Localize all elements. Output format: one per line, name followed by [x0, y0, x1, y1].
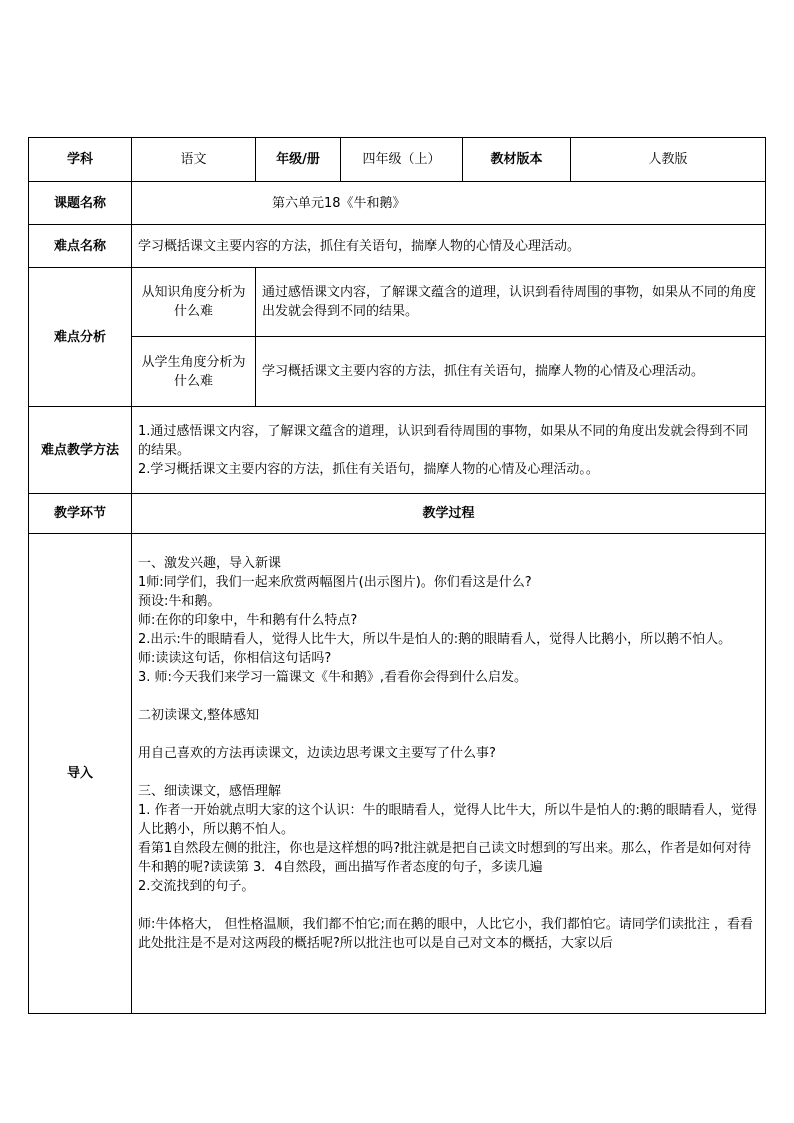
process-line: 1. 作者一开始就点明大家的这个认识：牛的眼睛看人，觉得人比牛大，所以牛是怕人的:鹅的眼睛看人，觉得人比鹅小，所以鹅不怕人。 [138, 803, 757, 837]
difficulty-analysis-label: 难点分析 [29, 268, 132, 407]
process-line: 师:在你的印象中，牛和鹅有什么特点? [138, 613, 358, 628]
blank-line [138, 725, 759, 744]
blank-line [138, 896, 759, 915]
student-angle-value: 学习概括课文主要内容的方法，抓住有关语句，揣摩人物的心情及心理活动。 [256, 337, 766, 407]
process-line: 2.交流找到的句子。 [138, 879, 255, 894]
difficulty-name-row [29, 225, 766, 268]
process-header: 教学过程 [132, 494, 766, 534]
analysis-student-row [29, 337, 766, 407]
process-line: 1师:同学们，我们一起来欣赏两幅图片(出示图片)。你们看这是什么? [138, 575, 532, 590]
difficulty-name-label: 难点名称 [29, 225, 132, 268]
edition-label: 教材版本 [463, 138, 571, 182]
process-line: 一、激发兴趣，导入新课 [138, 556, 282, 571]
stage-name: 导入 [29, 534, 132, 1014]
knowledge-angle-label: 从知识角度分析为什么难 [132, 268, 256, 337]
process-line: 预设:牛和鹅。 [138, 594, 221, 609]
lesson-plan-table [28, 137, 766, 1014]
stage-header: 教学环节 [29, 494, 132, 534]
grade-value: 四年级（上） [341, 138, 463, 182]
process-line: 三、细读课文，感悟理解 [138, 784, 282, 799]
teaching-method-label: 难点教学方法 [29, 407, 132, 494]
process-line: 看第1自然段左侧的批注，你也是这样想的吗?批注就是把自己读文时想到的写出来。那么，作者是如何对待牛和鹅的呢?读读第 3．4自然段，画出描写作者态度的句子，多读几遍 [138, 841, 752, 875]
analysis-knowledge-row [29, 268, 766, 337]
lesson-title-row [29, 182, 766, 225]
method-line: 2.学习概括课文主要内容的方法，抓住有关语句，揣摩人物的心情及心理活动。。 [138, 461, 599, 477]
blank-line [138, 687, 759, 706]
subject-value: 语文 [132, 138, 256, 182]
process-content [132, 534, 766, 1014]
process-line: 3. 师:今天我们来学习一篇课文《牛和鹅》,看看你会得到什么启发。 [138, 670, 528, 685]
grade-label: 年级/册 [256, 138, 341, 182]
lesson-title-value: 第六单元18《牛和鹅》 [132, 182, 766, 225]
teaching-method-row [29, 407, 766, 494]
process-line: 师:牛体格大， 但性格温顺，我们都不怕它;而在鹅的眼中，人比它小，我们都怕它。请同学们读批注 ，看看此处批注是不是对这两段的概括呢?所以批注也可以是自己对文本的概括，大家以后 [138, 917, 754, 951]
student-angle-label: 从学生角度分析为什么难 [132, 337, 256, 407]
process-line: 用自己喜欢的方法再读课文，边读边思考课文主要写了什么事? [138, 746, 496, 761]
process-line: 2.出示:牛的眼睛看人，觉得人比牛大，所以牛是怕人的:鹅的眼睛看人，觉得人比鹅小，所以鹅不怕人。 [138, 632, 732, 647]
edition-value: 人教版 [571, 138, 766, 182]
blank-line [138, 763, 759, 782]
teaching-method-value [132, 407, 766, 494]
process-body-row [29, 534, 766, 1014]
process-header-row [29, 494, 766, 534]
knowledge-angle-value: 通过感悟课文内容，了解课文蕴含的道理，认识到看待周围的事物，如果从不同的角度出发就会得到不同的结果。 [256, 268, 766, 337]
process-line: 师:读读这句话，你相信这句话吗? [138, 651, 332, 666]
header-row [29, 138, 766, 182]
difficulty-name-value: 学习概括课文主要内容的方法，抓住有关语句，揣摩人物的心情及心理活动。 [132, 225, 766, 268]
process-line: 二初读课文,整体感知 [138, 708, 260, 723]
lesson-title-label: 课题名称 [29, 182, 132, 225]
method-line: 1.通过感悟课文内容，了解课文蕴含的道理，认识到看待周围的事物，如果从不同的角度出发就会得到不同的结果。 [138, 423, 749, 458]
subject-label: 学科 [29, 138, 132, 182]
